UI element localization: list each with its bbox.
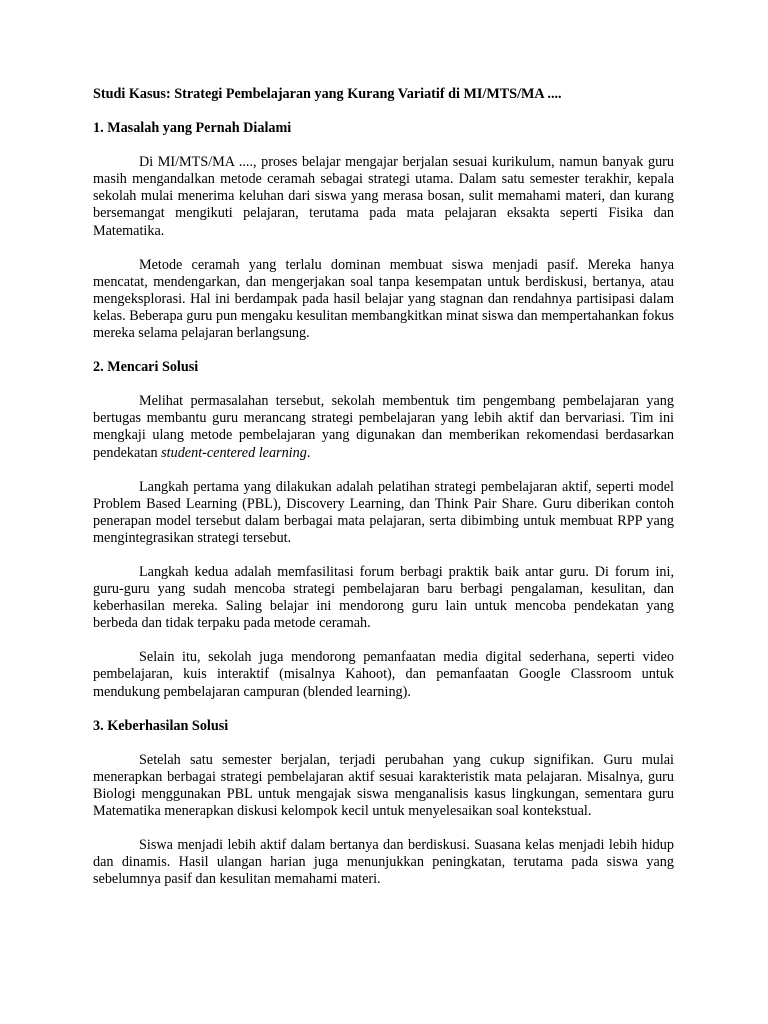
emphasis-text: student-centered learning [161, 444, 307, 461]
paragraph: Di MI/MTS/MA ...., proses belajar mengajar berjalan sesuai kurikulum, namun banyak guru masih mengandalkan metode ceramah sebagai strategi utama. Dalam satu semester terakhir, kepala sekolah mulai menerima keluhan dari siswa yang merasa bosan, sulit memahami materi, dan kurang bersemangat mengikuti pelajaran, terutama pada mata pelajaran eksakta seperti Fisika dan Matematika. [93, 154, 674, 239]
paragraph-text: Melihat permasalahan tersebut, sekolah membentuk tim pengembang pembelajaran yang bertugas membantu guru merancang strategi pembelajaran yang lebih aktif dan bervariasi. Tim ini mengkaji ulang metode pembelajaran yang digunakan dan memberikan rekomendasi berdasarkan pendekatan [93, 393, 674, 461]
section-heading-mencari-solusi: 2. Mencari Solusi [93, 359, 199, 376]
paragraph: Siswa menjadi lebih aktif dalam bertanya dan berdiskusi. Suasana kelas menjadi lebih hidup dan dinamis. Hasil ulangan harian juga menunjukkan peningkatan, terutama pada siswa yang sebelumnya pasif dan kesulitan memahami materi. [93, 837, 674, 888]
paragraph: Metode ceramah yang terlalu dominan membuat siswa menjadi pasif. Mereka hanya mencatat, mendengarkan, dan mengerjakan soal tanpa kesempatan untuk berdiskusi, bertanya, atau mengeksplorasi. Hal ini berdampak pada hasil belajar yang stagnan dan rendahnya partisipasi dalam kelas. Beberapa guru pun mengaku kesulitan membangkitkan minat siswa dan mempertahankan fokus mereka selama pelajaran berlangsung. [93, 256, 674, 342]
document-page [93, 86, 674, 905]
paragraph: Selain itu, sekolah juga mendorong pemanfaatan media digital sederhana, seperti video pembelajaran, kuis interaktif (misalnya Kahoot), dan pemanfaatan Google Classroom untuk mendukung pembelajaran campuran (blended learning). [93, 649, 674, 700]
paragraph: Langkah pertama yang dilakukan adalah pelatihan strategi pembelajaran aktif, seperti model Problem Based Learning (PBL), Discovery Learning, dan Think Pair Share. Guru diberikan contoh penerapan model tersebut dalam berbagai mata pelajaran, serta dibimbing untuk membuat RPP yang mengintegrasikan strategi tersebut. [93, 478, 674, 546]
paragraph: Langkah kedua adalah memfasilitasi forum berbagi praktik baik antar guru. Di forum ini, guru-guru yang sudah mencoba strategi pembelajaran baru berbagi pengalaman, kesulitan, dan keberhasilan mereka. Saling belajar ini mendorong guru lain untuk mencoba pendekatan yang berbeda dan tidak terpaku pada metode ceramah. [93, 563, 674, 632]
paragraph-end: . [306, 444, 311, 461]
section-heading-masalah: 1. Masalah yang Pernah Dialami [93, 120, 292, 137]
paragraph [93, 393, 674, 461]
document-title: Studi Kasus: Strategi Pembelajaran yang Kurang Variatif di MI/MTS/MA .... [93, 86, 562, 102]
section-heading-keberhasilan-solusi: 3. Keberhasilan Solusi [93, 717, 229, 734]
paragraph: Setelah satu semester berjalan, terjadi perubahan yang cukup signifikan. Guru mulai menerapkan berbagai strategi pembelajaran aktif sesuai karakteristik mata pelajaran. Misalnya, guru Biologi menggunakan PBL untuk mengajak siswa menganalisis kasus lingkungan, sementara guru Matematika menerapkan diskusi kelompok kecil untuk menyelesaikan soal kontekstual. [93, 751, 674, 819]
